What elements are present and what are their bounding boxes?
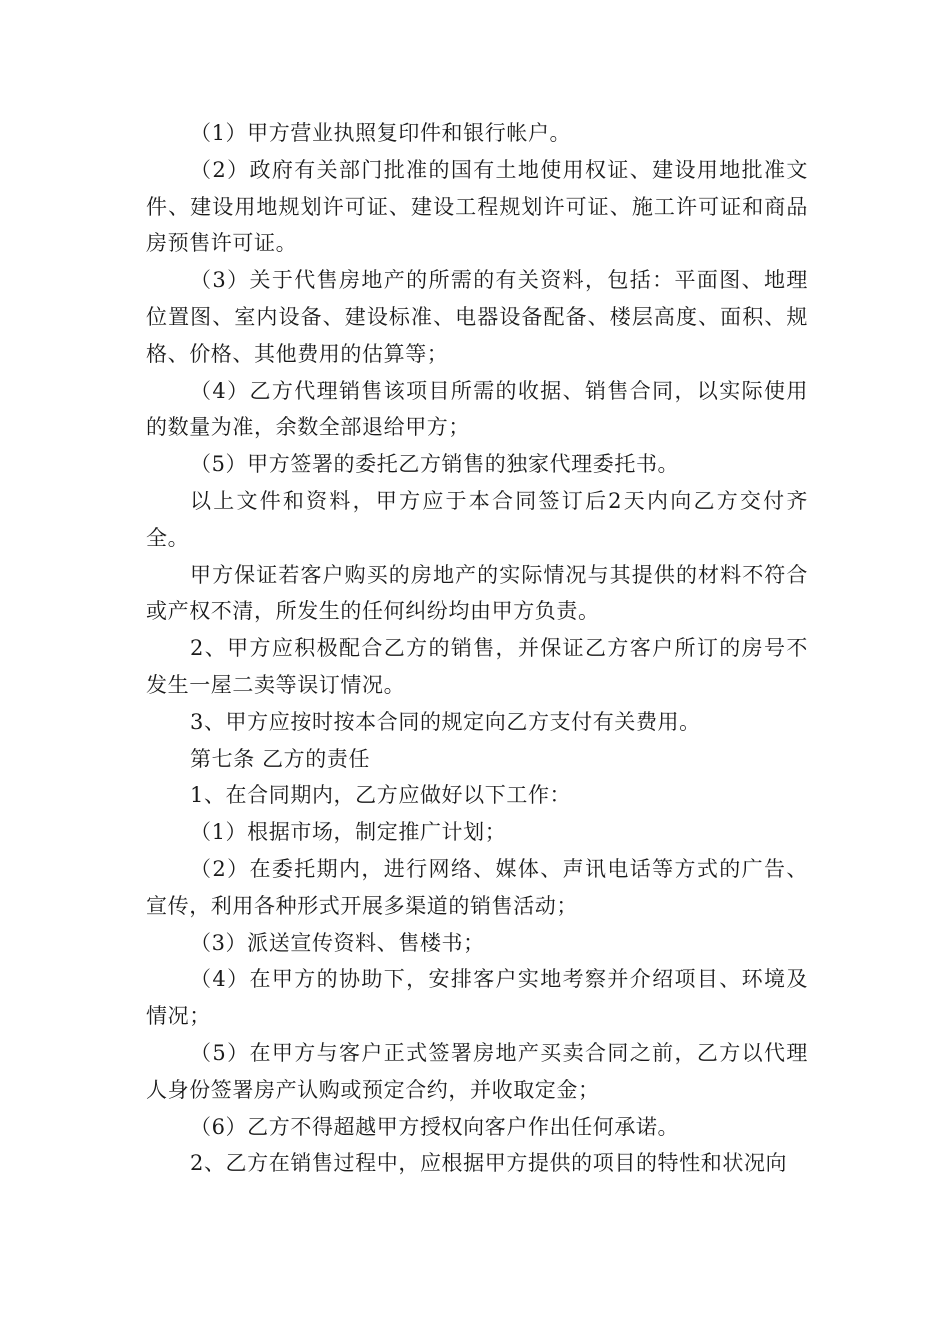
paragraph-11: 1、在合同期内，乙方应做好以下工作： bbox=[190, 783, 572, 808]
paragraph-18: 2、乙方在销售过程中，应根据甲方提供的项目的特性和状况向 bbox=[190, 1151, 788, 1176]
paragraph-17: （6）乙方不得超越甲方授权向客户作出任何承诺。 bbox=[190, 1114, 680, 1139]
paragraph-3: （3）关于代售房地产的所需的有关资料，包括：平面图、地理位置图、室内设备、建设标准、电器设备配备、楼层高度、面积、规格、价格、其他费用的估算等； bbox=[146, 268, 808, 366]
paragraph-9: 3、甲方应按时按本合同的规定向乙方支付有关费用。 bbox=[190, 709, 701, 734]
paragraph-8: 2、甲方应积极配合乙方的销售，并保证乙方客户所订的房号不发生一屋二卖等误订情况。 bbox=[146, 636, 808, 697]
paragraph-13: （2）在委托期内，进行网络、媒体、声讯电话等方式的广告、宣传，利用各种形式开展多渠道的销售活动； bbox=[146, 856, 808, 918]
document-body bbox=[146, 115, 808, 1182]
paragraph-12: （1）根据市场，制定推广计划； bbox=[190, 820, 507, 845]
paragraph-16: （5）在甲方与客户正式签署房地产买卖合同之前，乙方以代理人身份签署房产认购或预定合约，并收取定金； bbox=[146, 1040, 808, 1102]
paragraph-15: （4）在甲方的协助下，安排客户实地考察并介绍项目、环境及情况； bbox=[146, 967, 808, 1029]
paragraph-7: 甲方保证若客户购买的房地产的实际情况与其提供的材料不符合或产权不清，所发生的任何纠纷均由甲方负责。 bbox=[146, 562, 808, 624]
paragraph-2: （2）政府有关部门批准的国有土地使用权证、建设用地批准文件、建设用地规划许可证、建设工程规划许可证、施工许可证和商品房预售许可证。 bbox=[146, 157, 808, 256]
paragraph-14: （3）派送宣传资料、售楼书； bbox=[190, 930, 485, 955]
section-heading-article-7: 第七条 乙方的责任 bbox=[190, 746, 371, 771]
paragraph-1: （1）甲方营业执照复印件和银行帐户。 bbox=[190, 121, 572, 145]
paragraph-6: 以上文件和资料，甲方应于本合同签订后2天内向乙方交付齐全。 bbox=[146, 488, 808, 550]
paragraph-5: （5）甲方签署的委托乙方销售的独家代理委托书。 bbox=[190, 452, 680, 477]
paragraph-4: （4）乙方代理销售该项目所需的收据、销售合同，以实际使用的数量为准，余数全部退给甲方； bbox=[146, 378, 808, 440]
